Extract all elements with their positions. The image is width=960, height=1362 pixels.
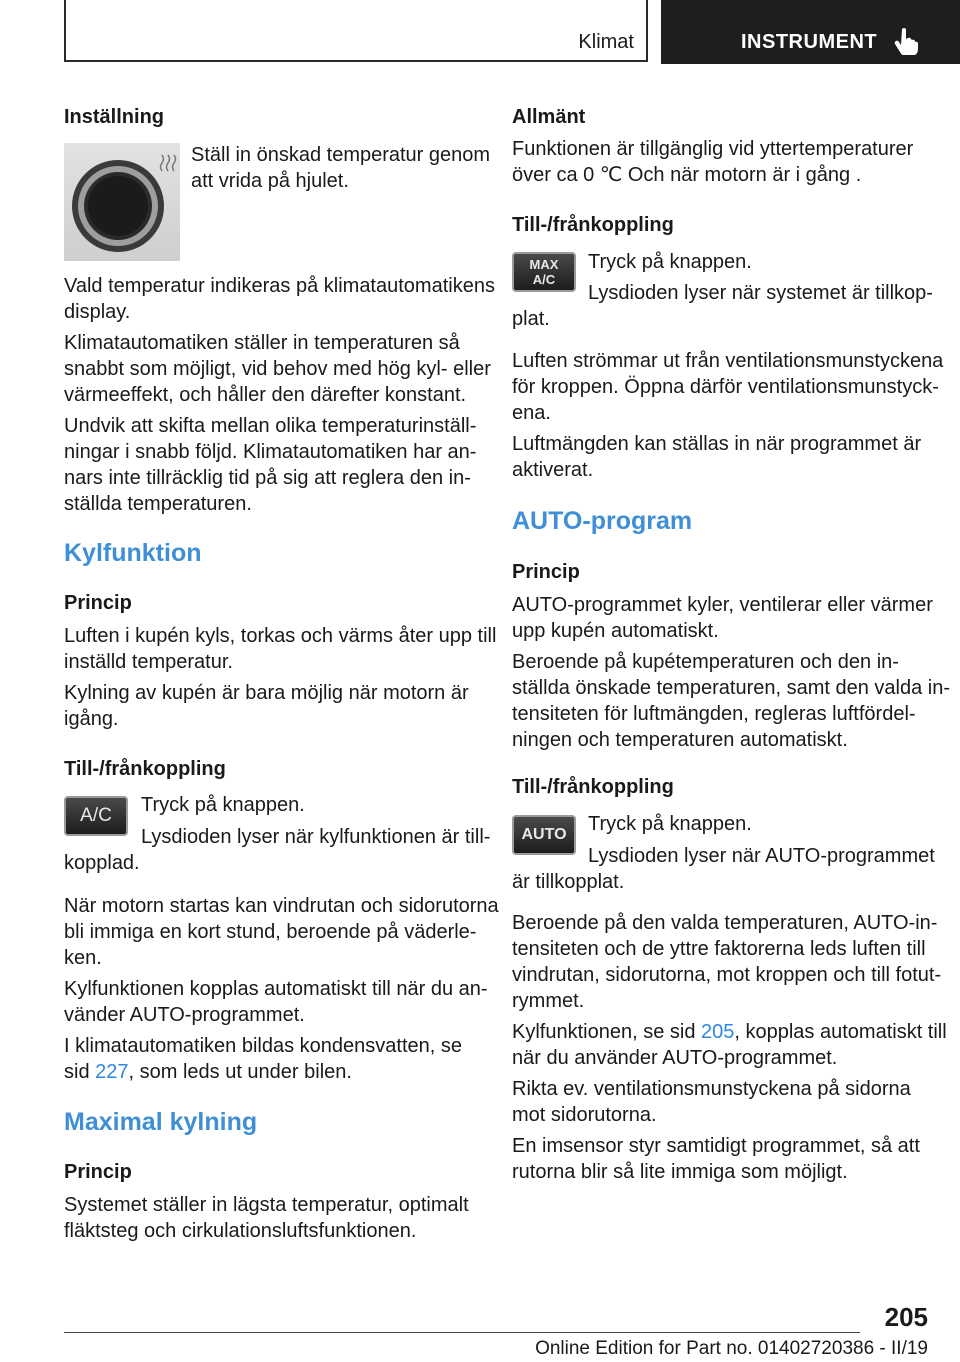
ac-button-image: A/C	[64, 796, 128, 836]
paragraph-line: När motorn startas kan vindrutan och sidorutorna	[64, 895, 499, 917]
chapter-tab	[661, 0, 960, 64]
paragraph-line: Vald temperatur indikeras på klimatautomatikens	[64, 275, 495, 297]
paragraph-line: över ca 0 ℃ Och när motorn är i gång .	[512, 164, 862, 186]
heading-princip: Princip	[64, 1161, 132, 1183]
footer-divider	[64, 1332, 860, 1333]
section-title: Klimat	[578, 31, 634, 53]
paragraph-line: igång.	[64, 708, 119, 730]
heading-installning: Inställning	[64, 106, 164, 128]
installning-text-1: Ställ in önskad temperatur genom	[191, 144, 491, 166]
paragraph-line: aktiverat.	[512, 459, 594, 481]
led-text: Lysdioden lyser när AUTO-programmet	[588, 845, 935, 867]
paragraph-line: ningar i snabb följd. Klimatautomatiken har an-	[64, 441, 477, 463]
heading-princip: Princip	[512, 561, 580, 583]
led-text-cont: plat.	[512, 308, 550, 330]
auto-button-image: AUTO	[512, 815, 576, 855]
footer-edition: Online Edition for Part no. 01402720386 - II/19	[535, 1338, 928, 1359]
paragraph-line: rymmet.	[512, 990, 585, 1012]
press-button-text: Tryck på knappen.	[141, 794, 305, 816]
paragraph-line: upp kupén automatiskt.	[512, 620, 719, 642]
led-text-cont: kopplad.	[64, 852, 140, 874]
paragraph-line: sid 227, som leds ut under bilen.	[64, 1061, 352, 1083]
paragraph-line: rutorna blir så lite immiga som möjligt.	[512, 1161, 848, 1183]
paragraph-line: AUTO-programmet kyler, ventilerar eller värmer	[512, 594, 933, 616]
paragraph-line: Luftmängden kan ställas in när programmet är	[512, 433, 922, 455]
paragraph-line: vänder AUTO-programmet.	[64, 1004, 305, 1026]
paragraph-line: ställda temperaturen.	[64, 493, 252, 515]
paragraph-line: tensiteten och de yttre faktorerna leds luften till	[512, 938, 926, 960]
max-ac-button-line2: A/C	[532, 272, 556, 287]
header-section-box	[64, 0, 648, 62]
hand-pointer-icon	[893, 27, 919, 55]
press-button-text: Tryck på knappen.	[588, 251, 752, 273]
paragraph-line: Kylfunktionen kopplas automatiskt till när du an-	[64, 978, 488, 1000]
heading-allmant: Allmänt	[512, 106, 586, 128]
heading-till-frankoppling: Till-/frånkoppling	[512, 776, 674, 798]
max-ac-button-line1: MAX	[529, 257, 559, 272]
paragraph-line: ningen och temperaturen automatiskt.	[512, 729, 848, 751]
paragraph-line: Undvik att skifta mellan olika temperaturinställ-	[64, 415, 477, 437]
temperature-knob-icon	[64, 143, 180, 261]
paragraph-line: ken.	[64, 947, 102, 969]
installning-text-2: att vrida på hjulet.	[191, 170, 349, 192]
paragraph-line: värmeeffekt, och håller den därefter konstant.	[64, 384, 467, 406]
paragraph-line: vindrutan, sidorutorna, mot kroppen och till fotut-	[512, 964, 942, 986]
paragraph-line: Luften i kupén kyls, torkas och värms åter upp till	[64, 625, 497, 647]
heading-princip: Princip	[64, 592, 132, 614]
paragraph-line: Systemet ställer in lägsta temperatur, optimalt	[64, 1194, 469, 1216]
paragraph-line: Funktionen är tillgänglig vid yttertemperaturer	[512, 138, 914, 160]
paragraph-line: Kylning av kupén är bara möjlig när motorn är	[64, 682, 469, 704]
heading-auto-program: AUTO-program	[512, 507, 693, 535]
paragraph-line: Luften strömmar ut från ventilationsmunstyckena	[512, 350, 944, 372]
heading-kylfunktion: Kylfunktion	[64, 539, 202, 567]
led-text: Lysdioden lyser när systemet är tillkop-	[588, 282, 933, 304]
chapter-title: INSTRUMENT	[741, 31, 878, 53]
paragraph-line: Beroende på kupétemperaturen och den in-	[512, 651, 899, 673]
page-link-205[interactable]: 205	[701, 1021, 735, 1043]
page-number: 205	[884, 1302, 928, 1332]
heading-maximal-kylning: Maximal kylning	[64, 1108, 258, 1136]
led-text: Lysdioden lyser när kylfunktionen är till-	[141, 826, 491, 848]
paragraph-line: nars inte tillräcklig tid på sig att reglera den in-	[64, 467, 471, 489]
paragraph-line: när du använder AUTO-programmet.	[512, 1047, 838, 1069]
paragraph-line: snabbt som möjligt, vid behov med hög kyl- eller	[64, 358, 491, 380]
paragraph-line: I klimatautomatiken bildas kondensvatten, se	[64, 1035, 462, 1057]
paragraph-line: Rikta ev. ventilationsmunstyckena på sidorna	[512, 1078, 911, 1100]
paragraph-line: mot sidorutorna.	[512, 1104, 657, 1126]
paragraph-line: tensiteten för luftmängden, regleras luftfördel-	[512, 703, 916, 725]
paragraph-line: En imsensor styr samtidigt programmet, så att	[512, 1135, 920, 1157]
paragraph-line: Kylfunktionen, se sid 205, kopplas automatiskt till	[512, 1021, 947, 1043]
led-text-cont: är tillkopplat.	[512, 871, 625, 893]
page-link-227[interactable]: 227	[95, 1061, 129, 1083]
paragraph-line: fläktsteg och cirkulationsluftsfunktionen.	[64, 1220, 417, 1242]
heading-till-frankoppling: Till-/frånkoppling	[64, 758, 226, 780]
paragraph-line: inställd temperatur.	[64, 651, 233, 673]
paragraph-line: bli immiga en kort stund, beroende på väderle-	[64, 921, 477, 943]
paragraph-line: display.	[64, 301, 131, 323]
heading-till-frankoppling: Till-/frånkoppling	[512, 214, 674, 236]
paragraph-line: för kroppen. Öppna därför ventilationsmunstyck-	[512, 376, 939, 398]
max-ac-button-image	[512, 252, 576, 292]
paragraph-line: Klimatautomatiken ställer in temperaturen så	[64, 332, 460, 354]
paragraph-line: ställda önskade temperaturen, samt den valda in-	[512, 677, 951, 699]
paragraph-line: Beroende på den valda temperaturen, AUTO-in-	[512, 912, 938, 934]
paragraph-line: ena.	[512, 402, 551, 424]
press-button-text: Tryck på knappen.	[588, 813, 752, 835]
temperature-knob-image	[64, 143, 180, 261]
